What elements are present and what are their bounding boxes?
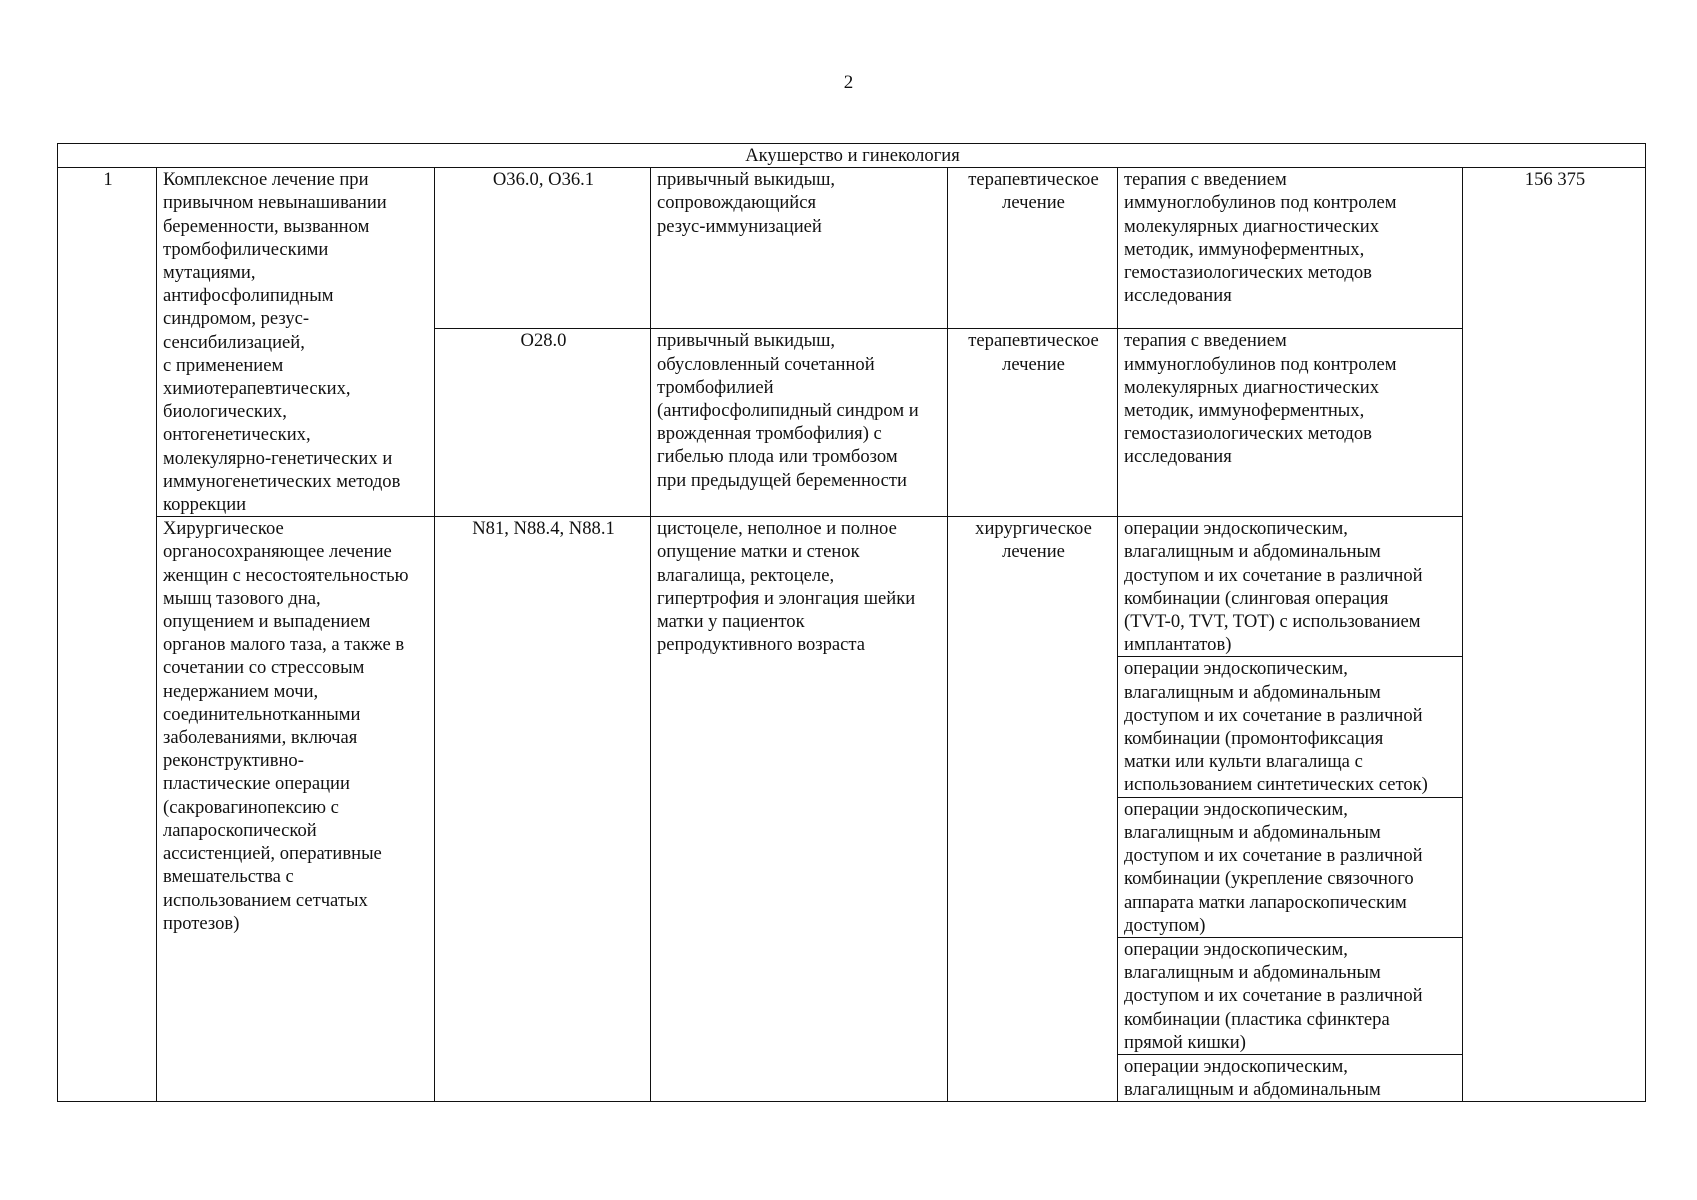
treatment-method-cell: терапия с введением иммуноглобулинов под контролем молекулярных диагностических методик, иммуноферментных, гемостазиологических методов исследования [1118, 168, 1463, 329]
page-number: 2 [843, 72, 854, 93]
financial-norm-cell: 156 375 [1463, 168, 1646, 1102]
medical-care-table [57, 143, 1646, 1102]
care-profile-name-cell: Хирургическое органосохраняющее лечение женщин с несостоятельностью мышц тазового дна, опущением и выпадением органов малого таза, а также в сочетании со стрессовым недержанием мочи, соединительнотканными заболеваниями, включая реконструктивно- пластические операции (сакровагинопексию с лапароскопической ассистенцией, оперативные вмешательства с использованием сетчатых протезов) [157, 517, 435, 1102]
table-row [58, 517, 1646, 657]
treatment-type-cell: хирургическое лечение [948, 517, 1118, 1102]
treatment-method-cell: операции эндоскопическим, влагалищным и абдоминальным доступом и их сочетание в различной комбинации (пластика сфинктера прямой кишки) [1118, 937, 1463, 1054]
section-title: Акушерство и гинекология [58, 144, 1646, 168]
table-row [58, 168, 1646, 329]
treatment-method-cell: терапия с введением иммуноглобулинов под контролем молекулярных диагностических методик, иммуноферментных, гемостазиологических методов исследования [1118, 329, 1463, 517]
treatment-method-cell: операции эндоскопическим, влагалищным и абдоминальным доступом и их сочетание в различной комбинации (промонтофиксация матки или культи влагалища с использованием синтетических сеток) [1118, 657, 1463, 797]
diagnosis-code-cell: О28.0 [435, 329, 651, 517]
treatment-type-cell: терапевтическое лечение [948, 168, 1118, 329]
treatment-method-cell: операции эндоскопическим, влагалищным и абдоминальным [1118, 1054, 1463, 1101]
treatment-type-cell: терапевтическое лечение [948, 329, 1118, 517]
group-number-cell: 1 [58, 168, 157, 1102]
diagnosis-code-cell: N81, N88.4, N88.1 [435, 517, 651, 1102]
treatment-method-cell: операции эндоскопическим, влагалищным и абдоминальным доступом и их сочетание в различной комбинации (укрепление связочного аппарата матки лапароскопическим доступом) [1118, 797, 1463, 937]
care-profile-name-cell: Комплексное лечение при привычном невынашивании беременности, вызванном тромбофилическими мутациями, антифосфолипидным синдромом, резус- сенсибилизацией, с применением химиотерапевтических, биологических, онтогенетических, молекулярно-генетических и иммуногенетических методов коррекции [157, 168, 435, 517]
treatment-method-cell: операции эндоскопическим, влагалищным и абдоминальным доступом и их сочетание в различной комбинации (слинговая операция (TVT-0, TVT, TOT) с использованием имплантатов) [1118, 517, 1463, 657]
section-header-row [58, 144, 1646, 168]
patient-model-cell: цистоцеле, неполное и полное опущение матки и стенок влагалища, ректоцеле, гипертрофия и элонгация шейки матки у пациенток репродуктивного возраста [651, 517, 948, 1102]
diagnosis-code-cell: О36.0, О36.1 [435, 168, 651, 329]
patient-model-cell: привычный выкидыш, сопровождающийся резус-иммунизацией [651, 168, 948, 329]
patient-model-cell: привычный выкидыш, обусловленный сочетанной тромбофилией (антифосфолипидный синдром и врожденная тромбофилия) с гибелью плода или тромбозом при предыдущей беременности [651, 329, 948, 517]
